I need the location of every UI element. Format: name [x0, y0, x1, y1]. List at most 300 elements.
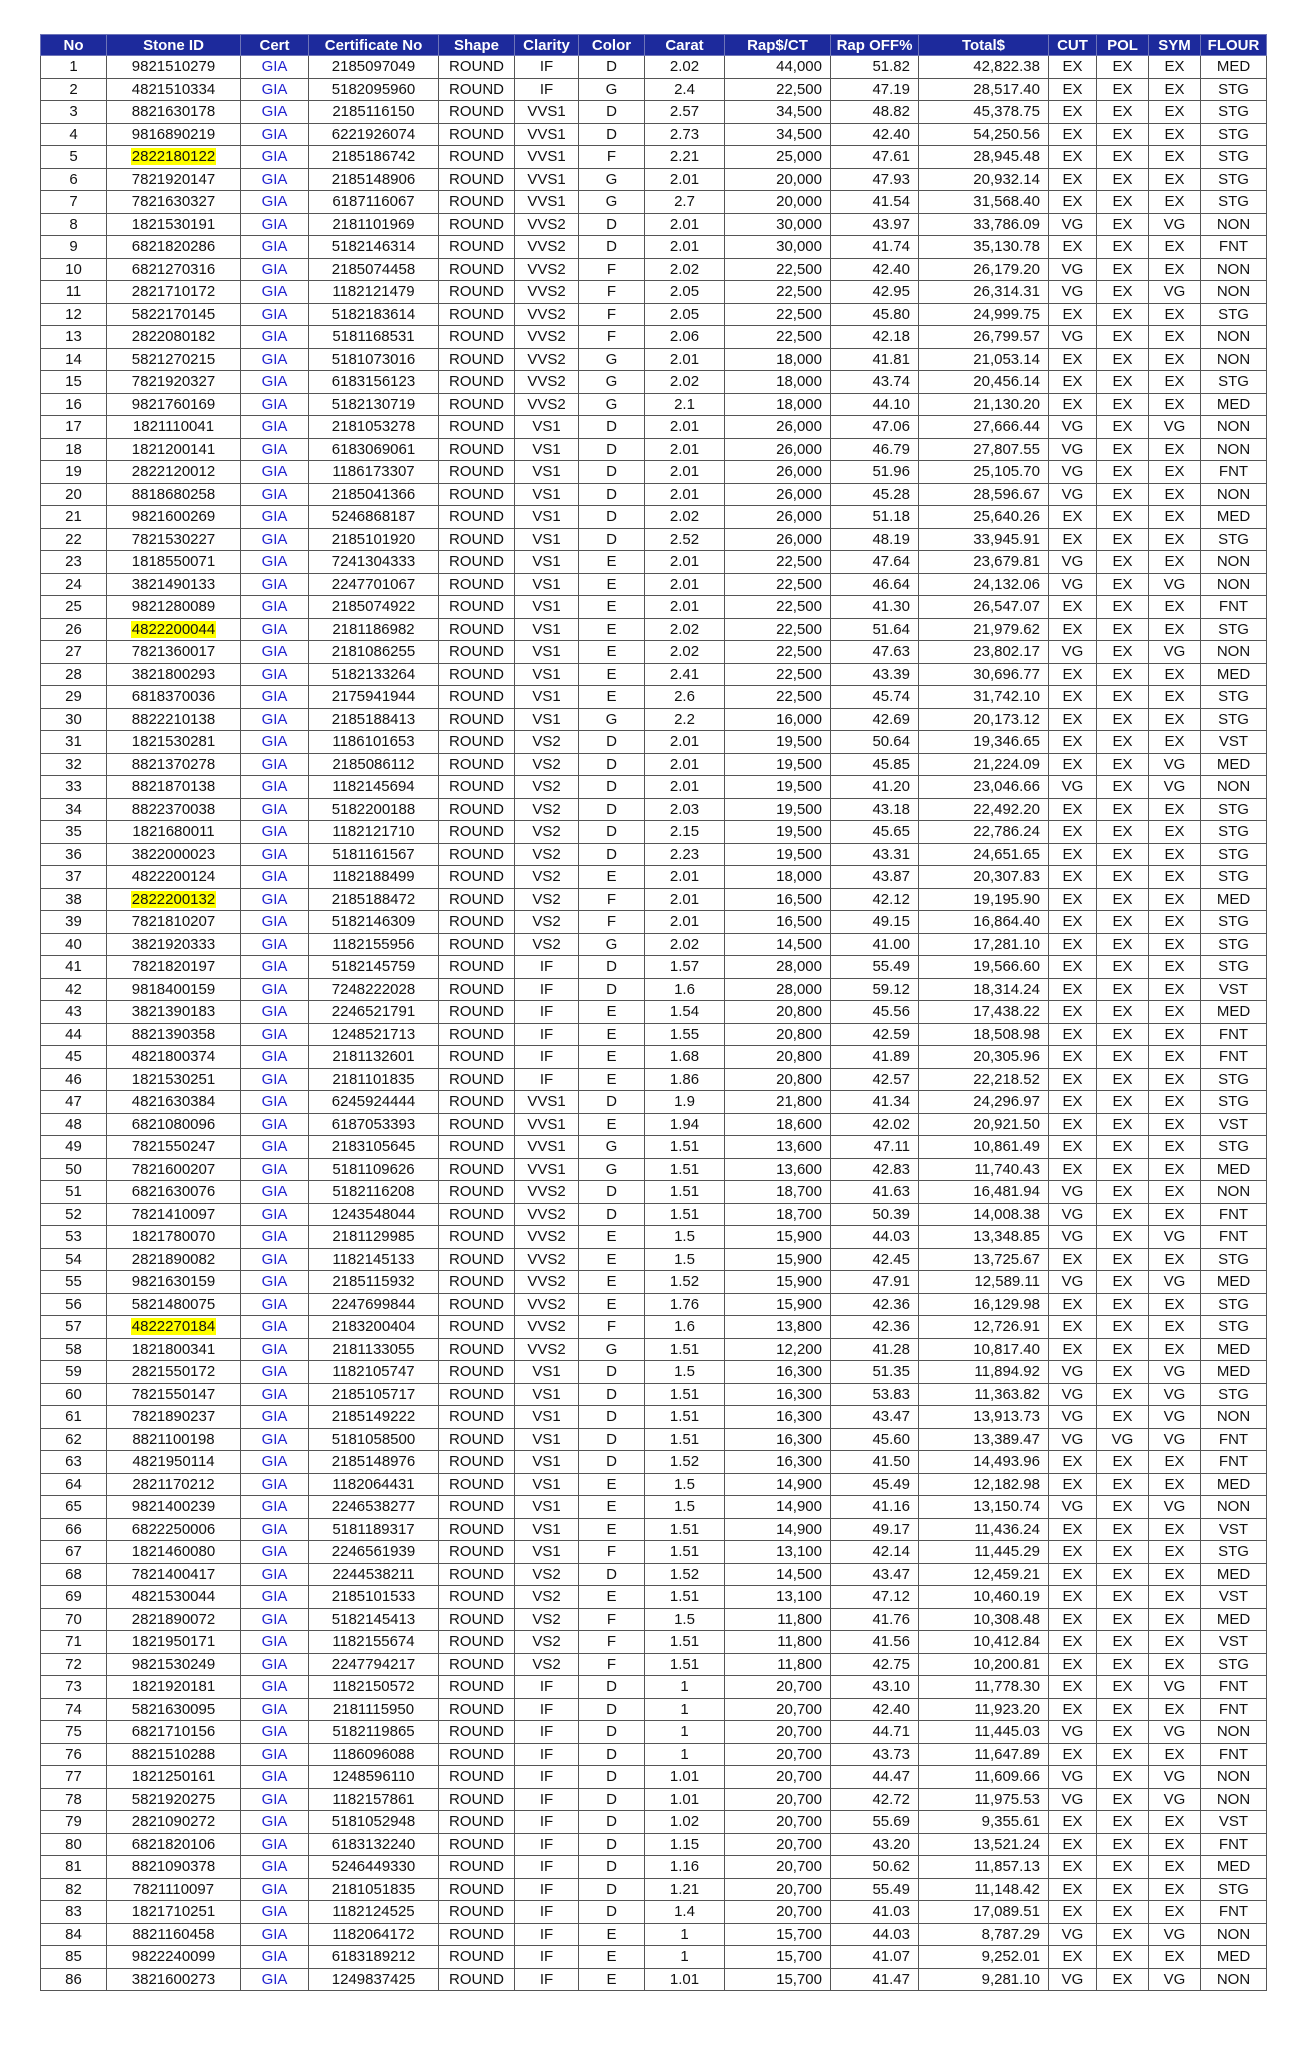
cell-certificate-no[interactable]: 6183132240: [309, 1833, 439, 1856]
table-row[interactable]: [41, 348, 1267, 371]
cell-stone-id[interactable]: 6822250006: [107, 1518, 241, 1541]
table-row[interactable]: [41, 1968, 1267, 1991]
cell-cert-link[interactable]: GIA: [241, 1766, 309, 1789]
cell-certificate-no[interactable]: 2185186742: [309, 146, 439, 169]
cell-cert-link[interactable]: GIA: [241, 506, 309, 529]
cell-certificate-no[interactable]: 1182150572: [309, 1676, 439, 1699]
cell-stone-id[interactable]: 2822120012: [107, 461, 241, 484]
cell-cert-link[interactable]: GIA: [241, 798, 309, 821]
cell-certificate-no[interactable]: 1182155674: [309, 1631, 439, 1654]
col-header-clarity[interactable]: Clarity: [515, 35, 579, 56]
cell-certificate-no[interactable]: 1182064172: [309, 1923, 439, 1946]
table-row[interactable]: [41, 753, 1267, 776]
table-row[interactable]: [41, 911, 1267, 934]
cell-cert-link[interactable]: GIA: [241, 1721, 309, 1744]
cell-certificate-no[interactable]: 1186173307: [309, 461, 439, 484]
cell-stone-id[interactable]: 8821370278: [107, 753, 241, 776]
cell-cert-link[interactable]: GIA: [241, 776, 309, 799]
cell-certificate-no[interactable]: 2181053278: [309, 416, 439, 439]
cell-certificate-no[interactable]: 1182064431: [309, 1473, 439, 1496]
cell-cert-link[interactable]: GIA: [241, 326, 309, 349]
col-header-stone-id[interactable]: Stone ID: [107, 35, 241, 56]
cell-stone-id[interactable]: 1821460080: [107, 1541, 241, 1564]
table-row[interactable]: [41, 1653, 1267, 1676]
cell-cert-link[interactable]: GIA: [241, 1428, 309, 1451]
cell-stone-id[interactable]: 9821280089: [107, 596, 241, 619]
col-header-certificate-no[interactable]: Certificate No: [309, 35, 439, 56]
table-row[interactable]: [41, 573, 1267, 596]
cell-cert-link[interactable]: GIA: [241, 1271, 309, 1294]
cell-stone-id[interactable]: 1821250161: [107, 1766, 241, 1789]
cell-cert-link[interactable]: GIA: [241, 1563, 309, 1586]
cell-certificate-no[interactable]: 6187116067: [309, 191, 439, 214]
cell-stone-id[interactable]: 6818370036: [107, 686, 241, 709]
cell-stone-id[interactable]: 8821090378: [107, 1856, 241, 1879]
cell-certificate-no[interactable]: 2246521791: [309, 1001, 439, 1024]
table-row[interactable]: [41, 956, 1267, 979]
cell-stone-id[interactable]: [107, 618, 241, 641]
cell-stone-id[interactable]: 1818550071: [107, 551, 241, 574]
col-header-sym[interactable]: SYM: [1149, 35, 1201, 56]
cell-certificate-no[interactable]: 6221926074: [309, 123, 439, 146]
cell-cert-link[interactable]: GIA: [241, 596, 309, 619]
cell-certificate-no[interactable]: 1182121710: [309, 821, 439, 844]
cell-stone-id[interactable]: 8821390358: [107, 1023, 241, 1046]
table-row[interactable]: [41, 213, 1267, 236]
cell-cert-link[interactable]: GIA: [241, 56, 309, 79]
cell-stone-id[interactable]: 8822370038: [107, 798, 241, 821]
cell-certificate-no[interactable]: 5182130719: [309, 393, 439, 416]
cell-cert-link[interactable]: GIA: [241, 213, 309, 236]
col-header-carat[interactable]: Carat: [645, 35, 725, 56]
cell-cert-link[interactable]: GIA: [241, 731, 309, 754]
cell-cert-link[interactable]: GIA: [241, 1361, 309, 1384]
table-row[interactable]: [41, 596, 1267, 619]
cell-cert-link[interactable]: GIA: [241, 663, 309, 686]
cell-cert-link[interactable]: GIA: [241, 866, 309, 889]
cell-stone-id[interactable]: 7821400417: [107, 1563, 241, 1586]
cell-certificate-no[interactable]: 2181101835: [309, 1068, 439, 1091]
cell-cert-link[interactable]: GIA: [241, 1473, 309, 1496]
cell-cert-link[interactable]: GIA: [241, 1091, 309, 1114]
col-header-total[interactable]: Total$: [919, 35, 1049, 56]
table-row[interactable]: [41, 1563, 1267, 1586]
cell-stone-id[interactable]: 7821600207: [107, 1158, 241, 1181]
table-row[interactable]: [41, 1496, 1267, 1519]
cell-cert-link[interactable]: GIA: [241, 1001, 309, 1024]
cell-stone-id[interactable]: 8818680258: [107, 483, 241, 506]
cell-certificate-no[interactable]: 5182146309: [309, 911, 439, 934]
cell-stone-id[interactable]: 9816890219: [107, 123, 241, 146]
table-row[interactable]: [41, 1451, 1267, 1474]
cell-certificate-no[interactable]: 2185115932: [309, 1271, 439, 1294]
cell-stone-id[interactable]: 1821110041: [107, 416, 241, 439]
cell-stone-id[interactable]: 6821630076: [107, 1181, 241, 1204]
table-row[interactable]: [41, 1203, 1267, 1226]
cell-stone-id[interactable]: 4822200124: [107, 866, 241, 889]
cell-cert-link[interactable]: GIA: [241, 1338, 309, 1361]
cell-certificate-no[interactable]: 1249837425: [309, 1968, 439, 1991]
cell-stone-id[interactable]: 7821110097: [107, 1878, 241, 1901]
cell-cert-link[interactable]: GIA: [241, 1923, 309, 1946]
table-row[interactable]: [41, 1608, 1267, 1631]
cell-cert-link[interactable]: GIA: [241, 78, 309, 101]
cell-stone-id[interactable]: 1821710251: [107, 1901, 241, 1924]
cell-stone-id[interactable]: 3821390183: [107, 1001, 241, 1024]
table-row[interactable]: [41, 618, 1267, 641]
cell-cert-link[interactable]: GIA: [241, 1383, 309, 1406]
cell-certificate-no[interactable]: 2181132601: [309, 1046, 439, 1069]
cell-cert-link[interactable]: GIA: [241, 551, 309, 574]
cell-cert-link[interactable]: GIA: [241, 618, 309, 641]
cell-certificate-no[interactable]: 5182116208: [309, 1181, 439, 1204]
cell-certificate-no[interactable]: 2183105645: [309, 1136, 439, 1159]
cell-certificate-no[interactable]: 2183200404: [309, 1316, 439, 1339]
table-row[interactable]: [41, 821, 1267, 844]
cell-stone-id[interactable]: 6821270316: [107, 258, 241, 281]
cell-cert-link[interactable]: GIA: [241, 1451, 309, 1474]
cell-stone-id[interactable]: 4821630384: [107, 1091, 241, 1114]
cell-certificate-no[interactable]: 1243548044: [309, 1203, 439, 1226]
table-row[interactable]: [41, 1541, 1267, 1564]
table-row[interactable]: [41, 1338, 1267, 1361]
cell-cert-link[interactable]: GIA: [241, 1631, 309, 1654]
cell-stone-id[interactable]: 6821820286: [107, 236, 241, 259]
cell-cert-link[interactable]: GIA: [241, 843, 309, 866]
cell-certificate-no[interactable]: 5182095960: [309, 78, 439, 101]
cell-certificate-no[interactable]: 6183156123: [309, 371, 439, 394]
col-header-pol[interactable]: POL: [1097, 35, 1149, 56]
cell-stone-id[interactable]: 9821600269: [107, 506, 241, 529]
cell-stone-id[interactable]: 7821550247: [107, 1136, 241, 1159]
table-row[interactable]: [41, 1226, 1267, 1249]
col-header-rap-off[interactable]: Rap OFF%: [831, 35, 919, 56]
cell-cert-link[interactable]: GIA: [241, 528, 309, 551]
table-row[interactable]: [41, 1293, 1267, 1316]
table-row[interactable]: [41, 731, 1267, 754]
col-header-flour[interactable]: FLOUR: [1201, 35, 1267, 56]
cell-cert-link[interactable]: GIA: [241, 191, 309, 214]
cell-cert-link[interactable]: GIA: [241, 911, 309, 934]
table-row[interactable]: [41, 1091, 1267, 1114]
table-row[interactable]: [41, 1946, 1267, 1969]
cell-cert-link[interactable]: GIA: [241, 978, 309, 1001]
cell-cert-link[interactable]: GIA: [241, 1023, 309, 1046]
cell-stone-id[interactable]: 2822080182: [107, 326, 241, 349]
cell-stone-id[interactable]: 7821890237: [107, 1406, 241, 1429]
cell-certificate-no[interactable]: 5181109626: [309, 1158, 439, 1181]
cell-cert-link[interactable]: GIA: [241, 708, 309, 731]
cell-certificate-no[interactable]: 2185149222: [309, 1406, 439, 1429]
cell-certificate-no[interactable]: 2181186982: [309, 618, 439, 641]
table-row[interactable]: [41, 483, 1267, 506]
cell-stone-id[interactable]: 1821200141: [107, 438, 241, 461]
cell-cert-link[interactable]: GIA: [241, 371, 309, 394]
cell-cert-link[interactable]: GIA: [241, 1496, 309, 1519]
table-row[interactable]: [41, 326, 1267, 349]
cell-certificate-no[interactable]: 2185148906: [309, 168, 439, 191]
cell-cert-link[interactable]: GIA: [241, 641, 309, 664]
table-row[interactable]: [41, 1676, 1267, 1699]
cell-certificate-no[interactable]: 1182155956: [309, 933, 439, 956]
col-header-cut[interactable]: CUT: [1049, 35, 1097, 56]
cell-stone-id[interactable]: 9821510279: [107, 56, 241, 79]
table-row[interactable]: [41, 1901, 1267, 1924]
table-row[interactable]: [41, 978, 1267, 1001]
cell-stone-id[interactable]: 4821950114: [107, 1451, 241, 1474]
table-row[interactable]: [41, 281, 1267, 304]
table-row[interactable]: [41, 888, 1267, 911]
cell-cert-link[interactable]: GIA: [241, 1698, 309, 1721]
cell-cert-link[interactable]: GIA: [241, 168, 309, 191]
cell-certificate-no[interactable]: 1186101653: [309, 731, 439, 754]
cell-certificate-no[interactable]: 5182119865: [309, 1721, 439, 1744]
cell-cert-link[interactable]: GIA: [241, 1068, 309, 1091]
cell-cert-link[interactable]: GIA: [241, 416, 309, 439]
cell-stone-id[interactable]: 1821530191: [107, 213, 241, 236]
col-header-color[interactable]: Color: [579, 35, 645, 56]
cell-certificate-no[interactable]: 1248596110: [309, 1766, 439, 1789]
cell-cert-link[interactable]: GIA: [241, 101, 309, 124]
table-row[interactable]: [41, 1631, 1267, 1654]
cell-certificate-no[interactable]: 2244538211: [309, 1563, 439, 1586]
table-row[interactable]: [41, 56, 1267, 79]
cell-stone-id[interactable]: 7821530227: [107, 528, 241, 551]
cell-certificate-no[interactable]: 2185074922: [309, 596, 439, 619]
cell-certificate-no[interactable]: 5246449330: [309, 1856, 439, 1879]
table-row[interactable]: [41, 506, 1267, 529]
cell-cert-link[interactable]: GIA: [241, 1541, 309, 1564]
cell-certificate-no[interactable]: 2185097049: [309, 56, 439, 79]
table-row[interactable]: [41, 708, 1267, 731]
cell-stone-id[interactable]: 5822170145: [107, 303, 241, 326]
table-row[interactable]: [41, 371, 1267, 394]
table-row[interactable]: [41, 1878, 1267, 1901]
cell-cert-link[interactable]: GIA: [241, 956, 309, 979]
cell-cert-link[interactable]: GIA: [241, 1316, 309, 1339]
cell-cert-link[interactable]: GIA: [241, 438, 309, 461]
table-row[interactable]: [41, 438, 1267, 461]
table-row[interactable]: [41, 461, 1267, 484]
cell-stone-id[interactable]: 2821890072: [107, 1608, 241, 1631]
table-row[interactable]: [41, 1923, 1267, 1946]
cell-certificate-no[interactable]: 2181129985: [309, 1226, 439, 1249]
cell-stone-id[interactable]: 5821920275: [107, 1788, 241, 1811]
cell-certificate-no[interactable]: 6187053393: [309, 1113, 439, 1136]
cell-stone-id[interactable]: 7821810207: [107, 911, 241, 934]
cell-cert-link[interactable]: GIA: [241, 1901, 309, 1924]
cell-cert-link[interactable]: GIA: [241, 146, 309, 169]
cell-cert-link[interactable]: GIA: [241, 258, 309, 281]
cell-certificate-no[interactable]: 2181133055: [309, 1338, 439, 1361]
cell-stone-id[interactable]: 3821490133: [107, 573, 241, 596]
cell-stone-id[interactable]: 1821950171: [107, 1631, 241, 1654]
table-row[interactable]: [41, 1473, 1267, 1496]
cell-certificate-no[interactable]: 2246561939: [309, 1541, 439, 1564]
cell-stone-id[interactable]: 7821410097: [107, 1203, 241, 1226]
cell-certificate-no[interactable]: 6245924444: [309, 1091, 439, 1114]
cell-certificate-no[interactable]: 2181051835: [309, 1878, 439, 1901]
col-header-cert[interactable]: Cert: [241, 35, 309, 56]
cell-stone-id[interactable]: 9821630159: [107, 1271, 241, 1294]
cell-cert-link[interactable]: GIA: [241, 753, 309, 776]
cell-certificate-no[interactable]: 2247699844: [309, 1293, 439, 1316]
cell-stone-id[interactable]: 3821800293: [107, 663, 241, 686]
table-row[interactable]: [41, 776, 1267, 799]
cell-certificate-no[interactable]: 2247794217: [309, 1653, 439, 1676]
cell-stone-id[interactable]: 8821100198: [107, 1428, 241, 1451]
table-row[interactable]: [41, 528, 1267, 551]
cell-stone-id[interactable]: 3822000023: [107, 843, 241, 866]
table-row[interactable]: [41, 258, 1267, 281]
table-row[interactable]: [41, 303, 1267, 326]
cell-stone-id[interactable]: 3821600273: [107, 1968, 241, 1991]
cell-cert-link[interactable]: GIA: [241, 888, 309, 911]
cell-cert-link[interactable]: GIA: [241, 1293, 309, 1316]
cell-stone-id[interactable]: 8821510288: [107, 1743, 241, 1766]
cell-cert-link[interactable]: GIA: [241, 303, 309, 326]
table-row[interactable]: [41, 1001, 1267, 1024]
table-row[interactable]: [41, 123, 1267, 146]
cell-cert-link[interactable]: GIA: [241, 1203, 309, 1226]
table-row[interactable]: [41, 663, 1267, 686]
cell-certificate-no[interactable]: 7241304333: [309, 551, 439, 574]
cell-cert-link[interactable]: GIA: [241, 1181, 309, 1204]
cell-cert-link[interactable]: GIA: [241, 1743, 309, 1766]
cell-certificate-no[interactable]: 1182188499: [309, 866, 439, 889]
table-row[interactable]: [41, 416, 1267, 439]
cell-certificate-no[interactable]: 5182183614: [309, 303, 439, 326]
table-row[interactable]: [41, 1833, 1267, 1856]
cell-certificate-no[interactable]: 1182105747: [309, 1361, 439, 1384]
table-row[interactable]: [41, 1113, 1267, 1136]
table-row[interactable]: [41, 866, 1267, 889]
cell-stone-id[interactable]: 2821890082: [107, 1248, 241, 1271]
cell-certificate-no[interactable]: 5181168531: [309, 326, 439, 349]
cell-cert-link[interactable]: GIA: [241, 1406, 309, 1429]
cell-stone-id[interactable]: 6821080096: [107, 1113, 241, 1136]
table-row[interactable]: [41, 1698, 1267, 1721]
table-row[interactable]: [41, 1248, 1267, 1271]
cell-certificate-no[interactable]: 2247701067: [309, 573, 439, 596]
cell-certificate-no[interactable]: 5181058500: [309, 1428, 439, 1451]
cell-stone-id[interactable]: 1821920181: [107, 1676, 241, 1699]
table-row[interactable]: [41, 1586, 1267, 1609]
cell-certificate-no[interactable]: 2185188472: [309, 888, 439, 911]
col-header-rap-per-ct[interactable]: Rap$/CT: [725, 35, 831, 56]
cell-stone-id[interactable]: 6821820106: [107, 1833, 241, 1856]
cell-cert-link[interactable]: GIA: [241, 1113, 309, 1136]
table-row[interactable]: [41, 1721, 1267, 1744]
cell-cert-link[interactable]: GIA: [241, 1788, 309, 1811]
cell-certificate-no[interactable]: 2181101969: [309, 213, 439, 236]
cell-stone-id[interactable]: 1821530281: [107, 731, 241, 754]
table-row[interactable]: [41, 686, 1267, 709]
cell-certificate-no[interactable]: 5182145759: [309, 956, 439, 979]
cell-certificate-no[interactable]: 2185105717: [309, 1383, 439, 1406]
cell-cert-link[interactable]: GIA: [241, 1946, 309, 1969]
cell-stone-id[interactable]: 7821920147: [107, 168, 241, 191]
cell-certificate-no[interactable]: 5181161567: [309, 843, 439, 866]
cell-cert-link[interactable]: GIA: [241, 573, 309, 596]
table-row[interactable]: [41, 843, 1267, 866]
cell-stone-id[interactable]: 9821760169: [107, 393, 241, 416]
cell-stone-id[interactable]: 8821870138: [107, 776, 241, 799]
cell-stone-id[interactable]: 8821160458: [107, 1923, 241, 1946]
cell-certificate-no[interactable]: 5182200188: [309, 798, 439, 821]
table-row[interactable]: [41, 146, 1267, 169]
cell-cert-link[interactable]: GIA: [241, 236, 309, 259]
cell-certificate-no[interactable]: 5181052948: [309, 1811, 439, 1834]
cell-stone-id[interactable]: 5821630095: [107, 1698, 241, 1721]
cell-stone-id[interactable]: 1821680011: [107, 821, 241, 844]
cell-stone-id[interactable]: 4821530044: [107, 1586, 241, 1609]
cell-certificate-no[interactable]: 2185041366: [309, 483, 439, 506]
cell-stone-id[interactable]: [107, 1316, 241, 1339]
cell-cert-link[interactable]: GIA: [241, 1653, 309, 1676]
cell-certificate-no[interactable]: 2185086112: [309, 753, 439, 776]
table-row[interactable]: [41, 1518, 1267, 1541]
cell-stone-id[interactable]: 1821800341: [107, 1338, 241, 1361]
cell-certificate-no[interactable]: 5181189317: [309, 1518, 439, 1541]
cell-certificate-no[interactable]: 1182157861: [309, 1788, 439, 1811]
cell-cert-link[interactable]: GIA: [241, 1158, 309, 1181]
table-row[interactable]: [41, 1406, 1267, 1429]
cell-cert-link[interactable]: GIA: [241, 821, 309, 844]
col-header-shape[interactable]: Shape: [439, 35, 515, 56]
cell-stone-id[interactable]: 9822240099: [107, 1946, 241, 1969]
cell-stone-id[interactable]: 7821920327: [107, 371, 241, 394]
table-row[interactable]: [41, 551, 1267, 574]
table-row[interactable]: [41, 1743, 1267, 1766]
cell-stone-id[interactable]: [107, 146, 241, 169]
cell-stone-id[interactable]: 5821480075: [107, 1293, 241, 1316]
cell-stone-id[interactable]: 7821630327: [107, 191, 241, 214]
table-row[interactable]: [41, 1788, 1267, 1811]
cell-certificate-no[interactable]: 2175941944: [309, 686, 439, 709]
table-row[interactable]: [41, 1316, 1267, 1339]
cell-stone-id[interactable]: 3821920333: [107, 933, 241, 956]
cell-cert-link[interactable]: GIA: [241, 483, 309, 506]
cell-cert-link[interactable]: GIA: [241, 1586, 309, 1609]
cell-cert-link[interactable]: GIA: [241, 348, 309, 371]
cell-certificate-no[interactable]: 1248521713: [309, 1023, 439, 1046]
cell-stone-id[interactable]: 6821710156: [107, 1721, 241, 1744]
table-row[interactable]: [41, 1181, 1267, 1204]
table-row[interactable]: [41, 933, 1267, 956]
cell-certificate-no[interactable]: 2181086255: [309, 641, 439, 664]
table-row[interactable]: [41, 191, 1267, 214]
cell-certificate-no[interactable]: 1186096088: [309, 1743, 439, 1766]
table-row[interactable]: [41, 798, 1267, 821]
cell-certificate-no[interactable]: 6183189212: [309, 1946, 439, 1969]
col-header-no[interactable]: No: [41, 35, 107, 56]
cell-certificate-no[interactable]: 5182146314: [309, 236, 439, 259]
table-row[interactable]: [41, 1023, 1267, 1046]
cell-cert-link[interactable]: GIA: [241, 123, 309, 146]
cell-stone-id[interactable]: [107, 888, 241, 911]
cell-stone-id[interactable]: 9821400239: [107, 1496, 241, 1519]
table-row[interactable]: [41, 168, 1267, 191]
cell-cert-link[interactable]: GIA: [241, 1833, 309, 1856]
table-row[interactable]: [41, 78, 1267, 101]
cell-stone-id[interactable]: 1821780070: [107, 1226, 241, 1249]
cell-certificate-no[interactable]: 5246868187: [309, 506, 439, 529]
cell-stone-id[interactable]: 7821360017: [107, 641, 241, 664]
table-row[interactable]: [41, 236, 1267, 259]
cell-certificate-no[interactable]: 5182145413: [309, 1608, 439, 1631]
cell-stone-id[interactable]: 2821550172: [107, 1361, 241, 1384]
